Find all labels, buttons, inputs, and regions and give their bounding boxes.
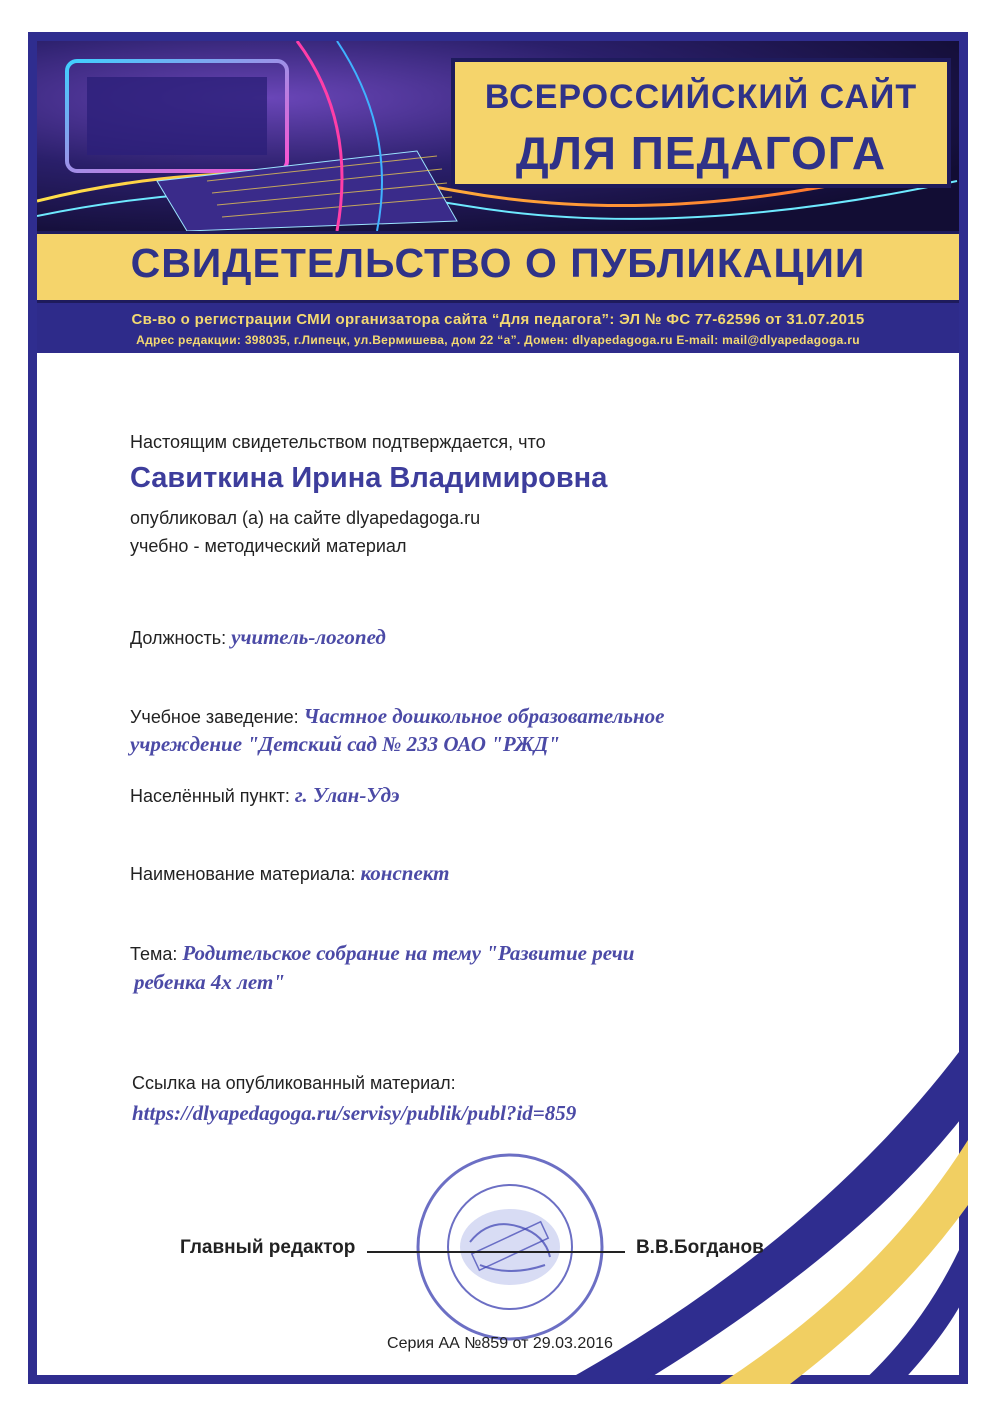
site-title-line2: ДЛЯ ПЕДАГОГА xyxy=(515,127,887,179)
certificate-title: СВИДЕТЕЛЬСТВО О ПУБЛИКАЦИИ xyxy=(130,240,866,286)
series-number: Серия АА №859 от 29.03.2016 xyxy=(387,1335,613,1352)
recipient-name: Савиткина Ирина Владимировна xyxy=(130,462,608,494)
signature-line xyxy=(367,1251,625,1253)
material-link[interactable]: https://dlyapedagoga.ru/servisy/publik/publ?id=859 xyxy=(132,1101,577,1125)
intro-text: Настоящим свидетельством подтверждается, что xyxy=(130,432,546,452)
institution-value-line1: Частное дошкольное образовательное xyxy=(303,704,665,728)
institution-value-line2: учреждение "Детский сад № 233 ОАО "РЖД" xyxy=(130,732,560,756)
locality-label: Населённый пункт: xyxy=(130,786,290,806)
address-text: Адрес редакции: 398035, г.Липецк, ул.Вермишева, дом 22 “а”. Домен: dlyapedagoga.ru E-mail: mail@dlyapedagoga.ru xyxy=(136,333,860,347)
material-type-text: учебно - методический материал xyxy=(130,536,407,556)
topic-value-line1: Родительское собрание на тему "Развитие речи xyxy=(182,941,635,965)
link-label: Ссылка на опубликованный материал: xyxy=(132,1073,456,1093)
institution-label: Учебное заведение: xyxy=(130,707,299,727)
position-value: учитель-логопед xyxy=(231,625,386,649)
published-text: опубликовал (а) на сайте dlyapedagoga.ru xyxy=(130,508,481,528)
material-name-label: Наименование материала: xyxy=(130,864,356,884)
topic-value-line2: ребенка 4х лет" xyxy=(134,970,285,994)
topic-label: Тема: xyxy=(130,944,178,964)
editor-role: Главный редактор xyxy=(180,1237,356,1258)
site-title-line1: ВСЕРОССИЙСКИЙ САЙТ xyxy=(484,78,918,116)
position-label: Должность: xyxy=(130,628,227,648)
signature-row xyxy=(180,1237,764,1259)
editor-name: В.В.Богданов xyxy=(635,1237,764,1258)
locality-value: г. Улан-Удэ xyxy=(294,783,400,807)
material-name-value: конспект xyxy=(360,861,450,885)
registration-text: Св-во о регистрации СМИ организатора сайта “Для педагога”: ЭЛ № ФС 77-62596 от 31.07.2015 xyxy=(131,311,865,328)
